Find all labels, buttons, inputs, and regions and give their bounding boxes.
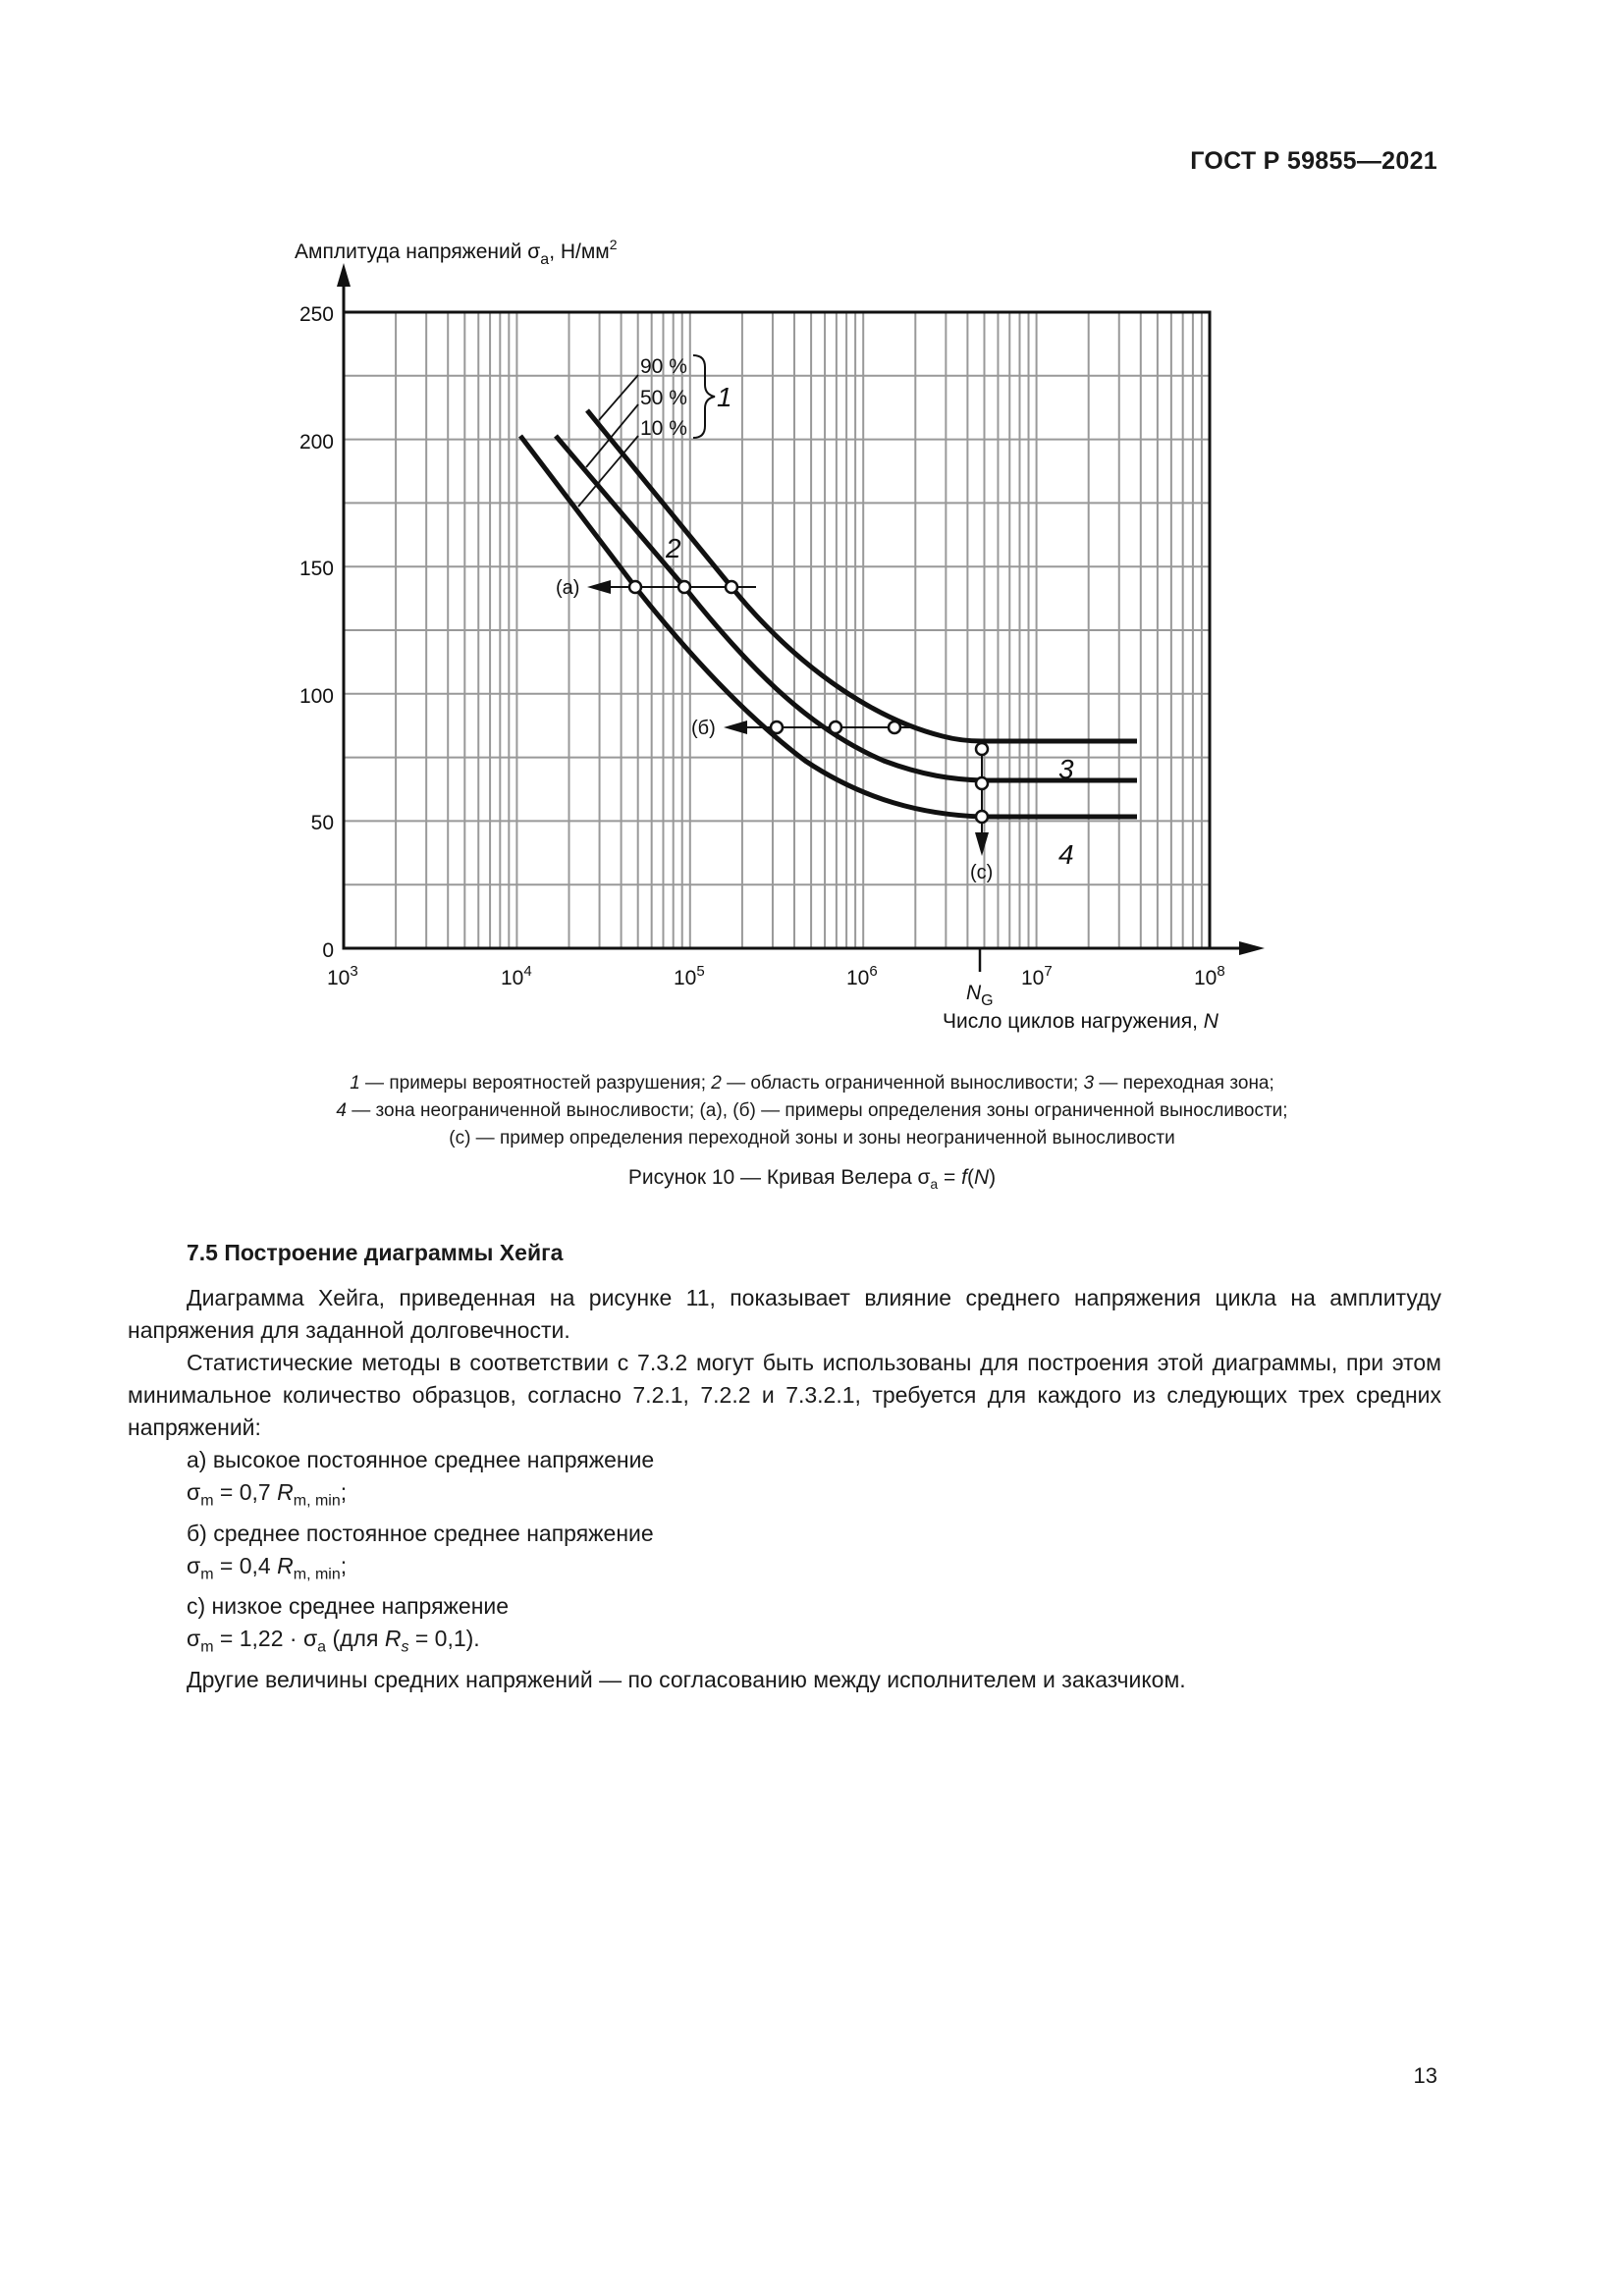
curve-10-percent (520, 436, 1137, 817)
marker-c-arrow-icon (975, 832, 989, 856)
section-title: 7.5 Построение диаграммы Хейга (187, 1240, 564, 1265)
leader-lines (578, 375, 638, 507)
item-a: а) высокое постоянное среднее напряжение (187, 1447, 655, 1472)
svg-text:103: $10^3$ (327, 963, 358, 989)
svg-text:105: $10^5$ (674, 963, 705, 989)
marker-c-label: (с) (970, 862, 994, 883)
svg-text:50: 50 (310, 812, 334, 834)
data-points (629, 581, 988, 823)
curves (520, 410, 1137, 817)
legend-line-1: 1 — примеры вероятностей разрушения; 2 — область ограниченной выносливости; 3 — переходная зона; (350, 1073, 1274, 1094)
prob-label-50: 50 % (640, 387, 687, 409)
legend-line-3: (с) — пример определения переходной зоны и зоны неограниченной выносливости (449, 1128, 1175, 1148)
formula-a: $\sigma_m = 0,7$ $R_{m, min}$; (187, 1479, 348, 1510)
marker-b-arrow-icon (724, 721, 747, 734)
prob-label-10: 10 % (640, 417, 687, 440)
item-b: б) среднее постоянное среднее напряжение (187, 1520, 654, 1546)
paragraph-2: Статистические методы в соответствии с 7.3.2 могут быть использованы для построения этой диаграммы, при этом минимальное количество образцов, согласно 7.2.1, 7.2.2 и 7.3.2.1, требуется для каждого из следующих трех средних напряжений: (128, 1350, 1441, 1440)
x-tick-labels (327, 963, 1225, 989)
brace-icon (693, 355, 715, 438)
callout-4: 4 (1058, 839, 1074, 870)
page-number: 13 (1413, 2063, 1437, 2088)
legend-line-2: 4 — зона неограниченной выносливости; (а), (б) — примеры определения зоны ограниченной выносливости; (336, 1100, 1288, 1121)
callout-2: 2 (666, 533, 681, 563)
svg-text:0: 0 (322, 939, 334, 962)
x-axis-title: Число циклов нагружения, N (943, 1010, 1218, 1033)
svg-text:200: 200 (298, 431, 334, 454)
svg-text:150: 150 (298, 558, 334, 580)
item-c: с) низкое среднее напряжение (187, 1593, 510, 1620)
paragraph-1: Диаграмма Хейга, приведенная на рисунке 11, показывает влияние среднего напряжения цикла на амплитуду напряжения для заданной долговечности. (128, 1285, 1441, 1343)
callout-1: 1 (717, 382, 732, 412)
figure-caption: Рисунок 10 — Кривая Велера $\sigma_a = f(N)$ (627, 1166, 997, 1193)
curve-90-percent (587, 410, 1137, 741)
x-axis-arrow-icon (1239, 941, 1265, 955)
document-header-id: ГОСТ Р 59855—2021 (1190, 147, 1437, 175)
y-axis-arrow-icon (337, 263, 351, 287)
svg-text:106: $10^6$ (846, 963, 878, 989)
paragraph-3: Другие величины средних напряжений — по согласованию между исполнителем и заказчиком. (187, 1666, 1186, 1692)
y-axis-title: Амплитуда напряжений $\sigma_a$, $Н/мм^2$ (295, 237, 618, 268)
callout-3: 3 (1058, 754, 1074, 784)
y-tick-labels (299, 303, 334, 962)
marker-a-label: (а) (556, 577, 580, 599)
svg-text:100: 100 (298, 685, 334, 708)
formula-b: $\sigma_m = 0,4$ $R_{m, min}$; (187, 1552, 348, 1583)
ng-label: $N_G$ (966, 982, 994, 1009)
svg-text:108: $10^8$ (1194, 963, 1225, 989)
formula-c: $\sigma_m = 1,22 \cdot \sigma_a$ (для $R_s = 0,1$). (187, 1626, 480, 1656)
woehler-curve-chart (0, 0, 1624, 1060)
svg-text:104: $10^4$ (501, 963, 532, 989)
figure-legend (147, 1070, 1477, 1152)
svg-text:250: 250 (298, 303, 334, 326)
chart-grid (344, 312, 1210, 948)
prob-label-90: 90 % (640, 355, 687, 378)
svg-text:107: $10^7$ (1021, 963, 1053, 989)
section-body (128, 1282, 1441, 1696)
marker-b-label: (б) (691, 718, 716, 739)
